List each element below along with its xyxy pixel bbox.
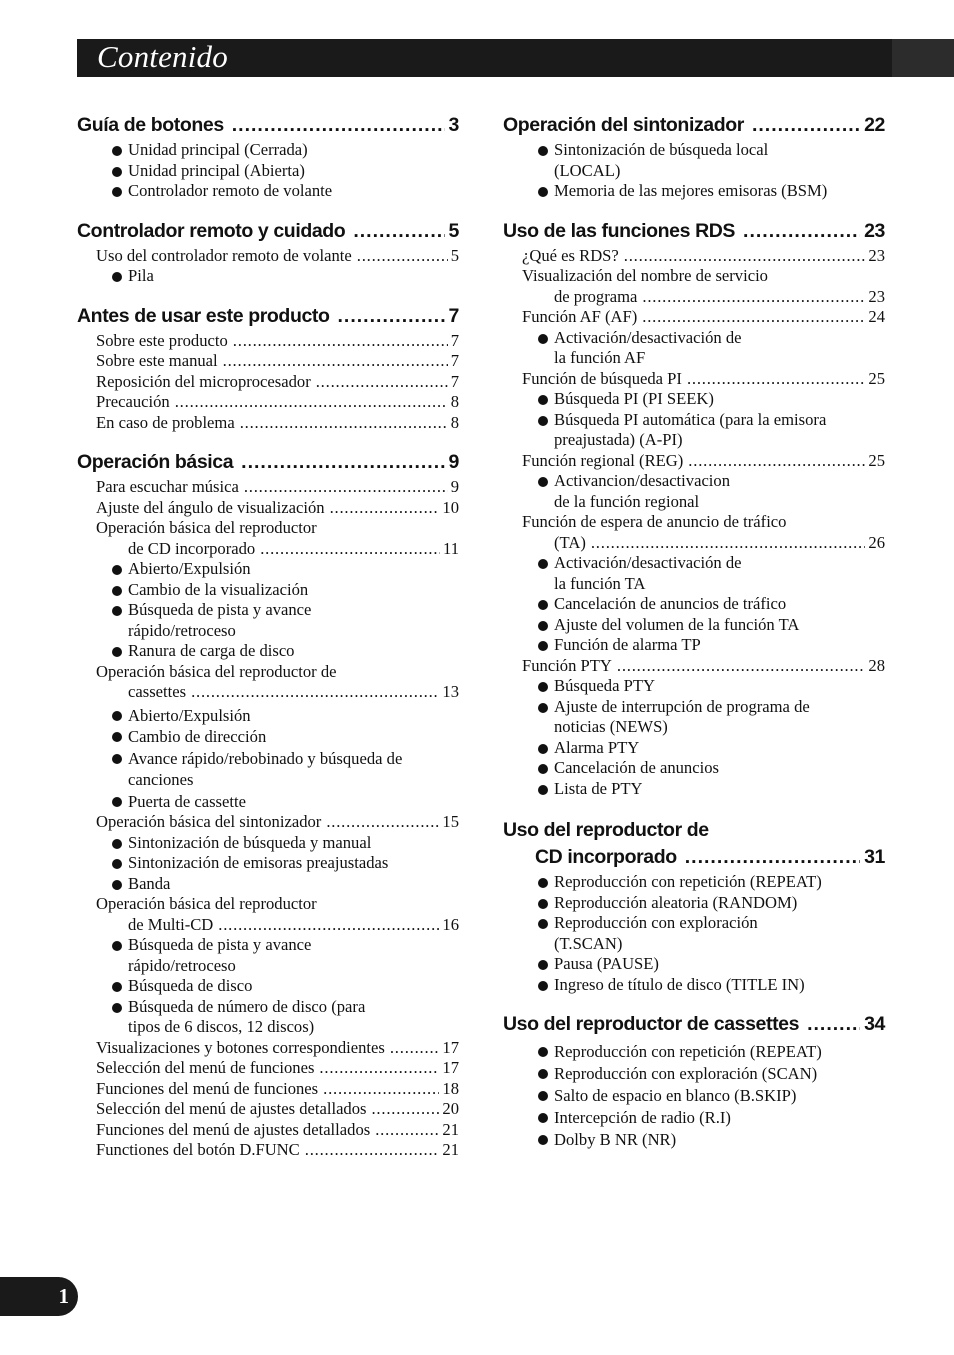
- bullet-icon: [112, 941, 122, 951]
- bullet-text: Puerta de cassette: [128, 791, 246, 811]
- toc-bullet: [503, 181, 885, 202]
- toc-bullet: [503, 635, 885, 656]
- bullet-icon: [538, 600, 548, 610]
- toc-section-antes-de-usar[interactable]: [77, 301, 459, 331]
- bullet-icon: [538, 621, 548, 631]
- header-tab: [892, 39, 954, 77]
- section-title: Antes de usar este producto: [77, 304, 330, 327]
- dot-leader: [591, 533, 866, 554]
- dot-leader: [617, 656, 866, 677]
- toc-entry[interactable]: [77, 477, 459, 498]
- dot-leader: [316, 372, 448, 393]
- bullet-icon: [112, 732, 122, 742]
- toc-bullet: [503, 954, 885, 975]
- dot-leader: [232, 110, 445, 140]
- section-page: 22: [864, 114, 885, 136]
- toc-right-column: [503, 110, 885, 1151]
- toc-section-operacion-sintonizador[interactable]: [503, 110, 885, 140]
- entry-label: Selección del menú de ajustes detallados: [96, 1099, 367, 1118]
- toc-bullet: [503, 615, 885, 636]
- dot-leader: [743, 216, 860, 246]
- entry-page: 28: [868, 655, 885, 675]
- dot-leader: [338, 301, 445, 331]
- toc-bullet: [77, 266, 459, 287]
- bullet-icon: [112, 187, 122, 197]
- toc-bullet: [77, 874, 459, 895]
- bullet-icon: [112, 272, 122, 282]
- bullet-icon: [538, 960, 548, 970]
- entry-label: En caso de problema: [96, 412, 235, 432]
- bullet-text: Sintonización de emisoras preajustadas: [128, 853, 389, 872]
- entry-label: Función de búsqueda PI: [522, 368, 682, 388]
- bullet-text: Controlador remoto de volante: [128, 181, 333, 200]
- dot-leader: [375, 1120, 439, 1141]
- bullet-text: Cambio de dirección: [128, 727, 267, 746]
- toc-entry[interactable]: [77, 1038, 459, 1059]
- bullet-icon: [538, 1135, 548, 1145]
- entry-label: Función AF (AF): [522, 307, 638, 326]
- toc-entry[interactable]: [503, 287, 885, 308]
- entry-label: Selección del menú de funciones: [96, 1058, 315, 1077]
- bullet-icon: [538, 785, 548, 795]
- dot-leader: [218, 915, 439, 936]
- dot-leader: [244, 477, 448, 498]
- bullet-icon: [538, 744, 548, 754]
- toc-entry[interactable]: [503, 246, 885, 267]
- dot-leader: [191, 682, 439, 703]
- bullet-text: Función de alarma TP: [554, 635, 701, 654]
- bullet-icon: [112, 711, 122, 721]
- section-title: Guía de botones: [77, 114, 224, 136]
- toc-bullet: [503, 676, 885, 697]
- toc-entry[interactable]: [77, 498, 459, 519]
- toc-entry-line1[interactable]: Operación básica del reproductor de: [96, 661, 337, 681]
- entry-page: 15: [442, 812, 459, 831]
- dot-leader: [642, 287, 865, 308]
- entry-page: 7: [450, 330, 459, 350]
- bullet-text: Memoria de las mejores emisoras (BSM): [554, 181, 828, 200]
- toc-entry-line1[interactable]: Visualización del nombre de servicio: [522, 266, 768, 285]
- entry-page: 7: [450, 351, 459, 370]
- dot-leader: [326, 812, 439, 833]
- entry-page: 21: [442, 1140, 459, 1159]
- bullet-text: Búsqueda de número de disco (para tipos de 6 discos, 12 discos): [128, 996, 366, 1036]
- toc-entry[interactable]: [503, 451, 885, 472]
- entry-label: de programa: [554, 286, 638, 306]
- bullet-text: Pausa (PAUSE): [554, 954, 659, 973]
- entry-label: cassettes: [128, 682, 187, 701]
- toc-entry[interactable]: [77, 539, 459, 560]
- entry-label: Visualizaciones y botones correspondientes: [96, 1037, 385, 1057]
- bullet-icon: [538, 477, 548, 487]
- entry-page: 11: [443, 538, 459, 558]
- bullet-icon: [538, 878, 548, 888]
- bullet-text: Cambio de la visualización: [128, 579, 309, 599]
- toc-bullet: [503, 913, 885, 954]
- toc-bullet: [503, 328, 885, 369]
- bullet-text: Búsqueda PI automática (para la emisora preajustada) (A-PI): [554, 409, 827, 449]
- section-title: Operación básica: [77, 451, 234, 473]
- entry-page: 7: [450, 371, 459, 391]
- bullet-text: Búsqueda PI (PI SEEK): [554, 389, 714, 408]
- dot-leader: [175, 392, 448, 413]
- toc-section-controlador-remoto[interactable]: [77, 216, 459, 246]
- section-title: Uso de las funciones RDS: [503, 219, 736, 242]
- section-page: 23: [864, 219, 885, 242]
- bullet-icon: [538, 981, 548, 991]
- toc-bullet: [503, 1063, 885, 1085]
- entry-page: 25: [868, 450, 885, 470]
- toc-bullet: [77, 641, 459, 662]
- toc-bullet: [77, 181, 459, 202]
- toc-entry[interactable]: [77, 1099, 459, 1120]
- toc-entry[interactable]: [503, 533, 885, 554]
- bullet-icon: [538, 559, 548, 569]
- bullet-icon: [112, 880, 122, 890]
- toc-entry[interactable]: [77, 246, 459, 267]
- dot-leader: [330, 498, 440, 519]
- bullet-icon: [538, 919, 548, 929]
- toc-entry[interactable]: [77, 331, 459, 352]
- bullet-icon: [112, 606, 122, 616]
- bullet-icon: [112, 859, 122, 869]
- bullet-icon: [112, 754, 122, 764]
- section-page: 5: [448, 219, 459, 242]
- bullet-text: Intercepción de radio (R.I): [554, 1108, 731, 1127]
- toc-bullet: [503, 140, 885, 181]
- dot-leader: [305, 1140, 440, 1161]
- toc-bullet: [503, 893, 885, 914]
- entry-label: Reposición del microprocesador: [96, 371, 311, 391]
- bullet-icon: [538, 641, 548, 651]
- entry-label: Función PTY: [522, 655, 612, 675]
- bullet-text: Reproducción con exploración (SCAN): [554, 1064, 818, 1083]
- section-title: Operación del sintonizador: [503, 114, 744, 136]
- bullet-text: Reproducción con repetición (REPEAT): [554, 1042, 822, 1061]
- bullet-text: Lista de PTY: [554, 778, 643, 798]
- entry-label: Para escuchar música: [96, 477, 239, 496]
- bullet-icon: [112, 797, 122, 807]
- entry-page: 26: [868, 532, 885, 552]
- bullet-text: Ajuste del volumen de la función TA: [554, 614, 800, 634]
- toc-entry[interactable]: [77, 1140, 459, 1161]
- toc-bullet: [503, 738, 885, 759]
- toc-bullet: [77, 935, 459, 976]
- dot-leader: [642, 307, 865, 328]
- toc-bullet: [503, 975, 885, 996]
- bullet-text: Reproducción aleatoria (RANDOM): [554, 892, 798, 912]
- toc-entry[interactable]: [503, 307, 885, 328]
- bullet-text: Búsqueda de pista y avance rápido/retroceso: [128, 935, 312, 975]
- toc-entry[interactable]: [503, 656, 885, 677]
- bullet-text: Avance rápido/rebobinado y búsqueda de canciones: [128, 748, 403, 789]
- toc-section-cd-incorporado[interactable]: [503, 842, 885, 872]
- bullet-icon: [538, 764, 548, 774]
- bullet-text: Cancelación de anuncios: [554, 758, 719, 777]
- toc-entry[interactable]: [77, 1079, 459, 1100]
- dot-leader: [688, 451, 865, 472]
- bullet-text: Búsqueda PTY: [554, 676, 655, 695]
- section-page: 9: [448, 451, 459, 473]
- toc-bullet: [77, 161, 459, 182]
- dot-leader: [807, 1009, 860, 1039]
- toc-bullet: [77, 976, 459, 997]
- dot-leader: [319, 1058, 439, 1079]
- bullet-icon: [538, 334, 548, 344]
- toc-entry[interactable]: [77, 812, 459, 833]
- entry-label: Operación básica del sintonizador: [96, 812, 322, 831]
- entry-label: ¿Qué es RDS?: [522, 245, 619, 265]
- toc-bullet: [77, 580, 459, 601]
- entry-page: 5: [450, 245, 459, 265]
- bullet-text: Reproducción con repetición (REPEAT): [554, 872, 822, 891]
- toc-bullet: [503, 410, 885, 451]
- entry-label: Functiones del botón D.FUNC: [96, 1140, 300, 1159]
- bullet-icon: [112, 167, 122, 177]
- bullet-icon: [112, 586, 122, 596]
- toc-entry[interactable]: [77, 372, 459, 393]
- entry-page: 20: [442, 1099, 459, 1118]
- entry-page: 23: [868, 286, 885, 306]
- bullet-icon: [538, 1047, 548, 1057]
- section-page: 34: [864, 1013, 885, 1035]
- toc-bullet: [503, 553, 885, 594]
- bullet-text: Abierto/Expulsión: [128, 559, 251, 578]
- bullet-text: Banda: [128, 873, 171, 893]
- bullet-text: Pila: [128, 266, 154, 285]
- bullet-icon: [538, 395, 548, 405]
- toc-bullet: [503, 1041, 885, 1063]
- entry-page: 24: [868, 307, 885, 326]
- page-number: 1: [58, 1284, 69, 1308]
- dot-leader: [687, 369, 865, 390]
- section-page: 3: [448, 114, 459, 136]
- bullet-icon: [538, 703, 548, 713]
- dot-leader: [353, 216, 444, 246]
- toc-section-operacion-basica[interactable]: [77, 447, 459, 477]
- dot-leader: [241, 447, 444, 477]
- entry-page: 18: [442, 1078, 459, 1098]
- entry-label: Funciones del menú de ajustes detallados: [96, 1119, 371, 1139]
- section-title: CD incorporado: [535, 846, 677, 868]
- bullet-text: Unidad principal (Cerrada): [128, 140, 308, 159]
- entry-page: 13: [442, 682, 459, 701]
- dot-leader: [240, 413, 448, 434]
- toc-bullet: [503, 1107, 885, 1129]
- toc-section-funciones-rds[interactable]: [503, 216, 885, 246]
- entry-page: 8: [450, 392, 459, 411]
- entry-page: 21: [442, 1119, 459, 1139]
- toc-entry[interactable]: [77, 1058, 459, 1079]
- bullet-text: Dolby B NR (NR): [554, 1130, 677, 1149]
- toc-section-cd-line1[interactable]: Uso del reproductor de: [503, 819, 709, 841]
- toc-bullet: [77, 791, 459, 813]
- bullet-text: Sintonización de búsqueda local (LOCAL): [554, 140, 769, 180]
- bullet-text: Alarma PTY: [554, 737, 640, 757]
- dot-leader: [685, 842, 860, 872]
- toc-bullet: [503, 697, 885, 738]
- bullet-text: Cancelación de anuncios de tráfico: [554, 594, 787, 613]
- toc-left-column: [77, 110, 459, 1161]
- toc-section-guia-de-botones[interactable]: [77, 110, 459, 140]
- toc-entry[interactable]: [77, 1120, 459, 1141]
- toc-entry[interactable]: [77, 682, 459, 703]
- entry-page: 10: [442, 497, 459, 517]
- toc-entry[interactable]: [77, 392, 459, 413]
- bullet-icon: [112, 982, 122, 992]
- bullet-text: Ingreso de título de disco (TITLE IN): [554, 974, 805, 994]
- toc-bullet: [77, 997, 459, 1038]
- toc-bullet: [77, 140, 459, 161]
- bullet-text: Activancion/desactivacion de la función regional: [554, 471, 731, 511]
- bullet-icon: [112, 565, 122, 575]
- entry-page: 17: [442, 1037, 459, 1057]
- entry-label: Sobre este producto: [96, 330, 228, 350]
- bullet-text: Búsqueda de disco: [128, 976, 253, 995]
- entry-label: Sobre este manual: [96, 351, 218, 370]
- bullet-icon: [538, 416, 548, 426]
- entry-label: Funciones del menú de funciones: [96, 1078, 319, 1098]
- entry-page: 9: [450, 477, 459, 496]
- header-bar: [77, 39, 954, 77]
- entry-page: 17: [442, 1058, 459, 1077]
- bullet-icon: [538, 146, 548, 156]
- entry-label: Precaución: [96, 392, 170, 411]
- bullet-icon: [112, 146, 122, 156]
- toc-bullet: [77, 705, 459, 727]
- bullet-icon: [538, 682, 548, 692]
- toc-bullet: [503, 758, 885, 779]
- toc-bullet: [77, 726, 459, 748]
- toc-section-cassettes[interactable]: [503, 1009, 885, 1039]
- bullet-icon: [538, 187, 548, 197]
- toc-entry-line1[interactable]: Operación básica del reproductor: [96, 894, 317, 913]
- entry-label: de CD incorporado: [128, 538, 256, 558]
- bullet-text: Unidad principal (Abierta): [128, 160, 305, 180]
- toc-bullet: [503, 389, 885, 410]
- dot-leader: [323, 1079, 439, 1100]
- toc-bullet: [503, 1129, 885, 1151]
- toc-bullet: [503, 872, 885, 893]
- section-title: Controlador remoto y cuidado: [77, 219, 346, 242]
- bullet-text: Activación/desactivación de la función AF: [554, 327, 742, 367]
- toc-entry[interactable]: [77, 413, 459, 434]
- entry-page: 16: [442, 914, 459, 934]
- toc-bullet: [77, 748, 459, 791]
- bullet-text: Sintonización de búsqueda y manual: [128, 832, 372, 852]
- entry-label: Uso del controlador remoto de volante: [96, 245, 352, 265]
- dot-leader: [624, 246, 866, 267]
- bullet-icon: [538, 899, 548, 909]
- page-title: Contenido: [97, 39, 228, 74]
- toc-entry[interactable]: [503, 369, 885, 390]
- toc-bullet: [77, 853, 459, 874]
- dot-leader: [233, 331, 448, 352]
- toc-bullet: [503, 779, 885, 800]
- dot-leader: [357, 246, 448, 267]
- dot-leader: [371, 1099, 439, 1120]
- bullet-icon: [112, 1003, 122, 1013]
- entry-label: de Multi-CD: [128, 914, 214, 934]
- entry-label: Ajuste del ángulo de visualización: [96, 497, 325, 517]
- bullet-text: Salto de espacio en blanco (B.SKIP): [554, 1086, 797, 1105]
- toc-entry[interactable]: [77, 915, 459, 936]
- toc-bullet: [77, 833, 459, 854]
- entry-page: 23: [868, 245, 885, 265]
- entry-label: Función regional (REG): [522, 450, 684, 470]
- bullet-text: Activación/desactivación de la función TA: [554, 553, 742, 593]
- toc-bullet: [503, 471, 885, 512]
- toc-bullet: [77, 559, 459, 580]
- toc-entry-line1[interactable]: Función de espera de anuncio de tráfico: [522, 512, 787, 531]
- section-page: 7: [448, 304, 459, 327]
- bullet-text: Ranura de carga de disco: [128, 641, 295, 660]
- bullet-text: Búsqueda de pista y avance rápido/retroceso: [128, 600, 312, 640]
- bullet-icon: [538, 1091, 548, 1101]
- page-number-badge: [0, 1277, 78, 1316]
- entry-page: 25: [868, 368, 885, 388]
- bullet-icon: [112, 839, 122, 849]
- bullet-icon: [538, 1113, 548, 1123]
- bullet-text: Reproducción con exploración (T.SCAN): [554, 913, 758, 953]
- dot-leader: [223, 351, 448, 372]
- toc-bullet: [503, 1085, 885, 1107]
- bullet-icon: [112, 647, 122, 657]
- toc-bullet: [503, 594, 885, 615]
- bullet-text: Ajuste de interrupción de programa de noticias (NEWS): [554, 696, 810, 736]
- dot-leader: [260, 539, 440, 560]
- dot-leader: [390, 1038, 440, 1059]
- toc-bullet: [77, 600, 459, 641]
- bullet-icon: [538, 1069, 548, 1079]
- section-page: 31: [864, 846, 885, 868]
- toc-entry[interactable]: [77, 351, 459, 372]
- bullet-text: Abierto/Expulsión: [128, 705, 251, 725]
- section-title: Uso del reproductor de cassettes: [503, 1013, 800, 1035]
- entry-label: (TA): [554, 532, 586, 552]
- toc-entry-line1[interactable]: Operación básica del reproductor: [96, 518, 317, 537]
- entry-page: 8: [450, 412, 459, 432]
- dot-leader: [752, 110, 860, 140]
